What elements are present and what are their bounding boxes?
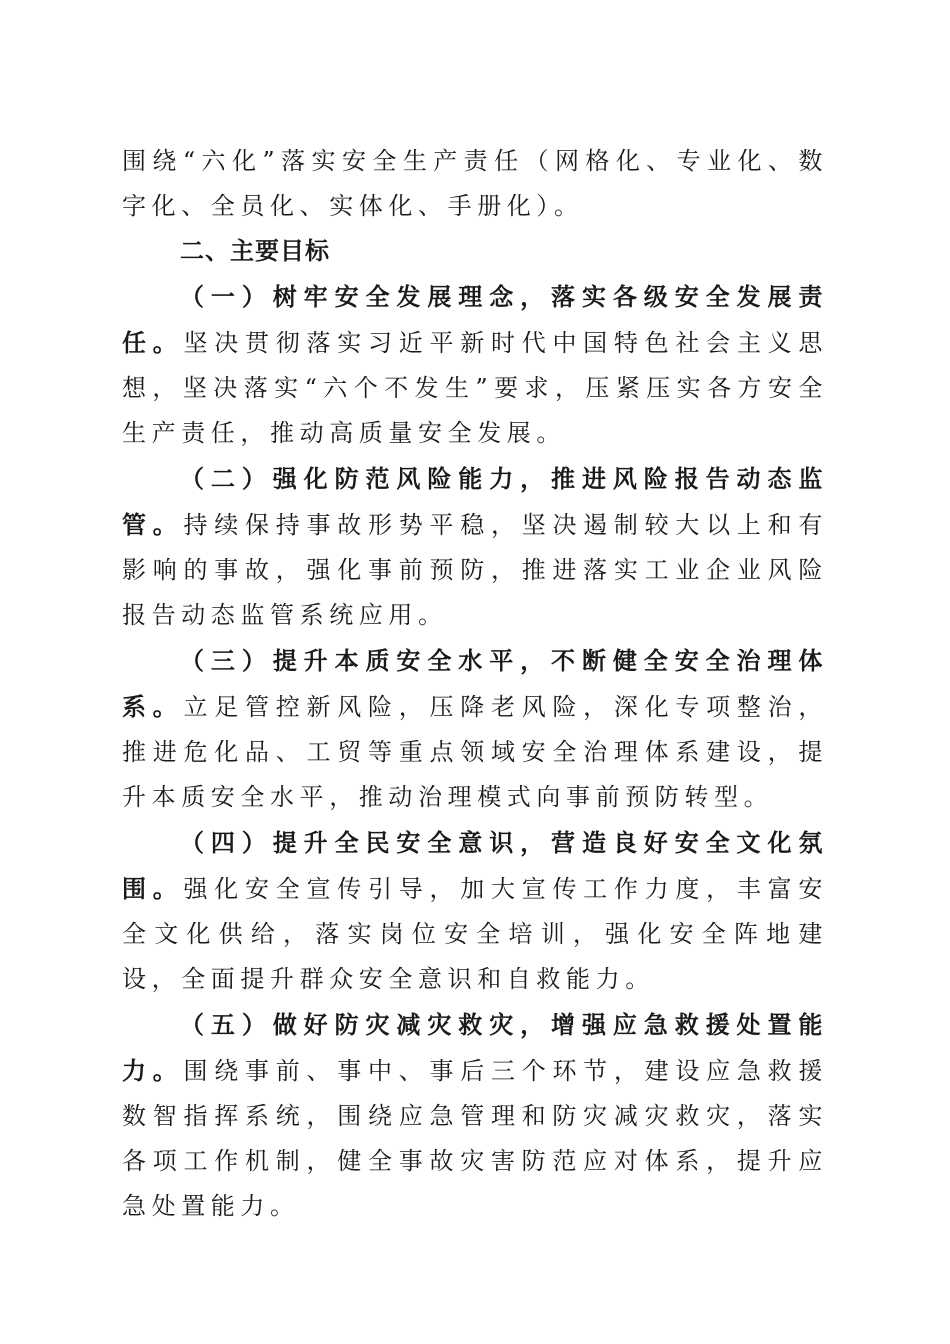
goal-paragraph-3: [122, 638, 828, 820]
goal-paragraph-4: [122, 820, 828, 1002]
goal-body: 持续保持事故形势平稳，坚决遏制较大以上和有影响的事故，强化事前预防，推进落实工业企业风险报告动态监管系统应用。: [122, 511, 828, 629]
intro-paragraph: 围绕“六化”落实安全生产责任（网格化、专业化、数字化、全员化、实体化、手册化）。: [122, 147, 828, 220]
goal-paragraph-5: [122, 1002, 828, 1229]
goal-body: 围绕事前、事中、事后三个环节，建设应急救援数智指挥系统，围绕应急管理和防灾减灾救灾，落实各项工作机制，健全事故灾害防范应对体系，提升应急处置能力。: [122, 1057, 828, 1220]
document-body: [122, 139, 828, 1229]
goal-lead: （四）提升全民安全意识，营造良好安全文化氛围。: [122, 828, 828, 903]
goal-body: 坚决贯彻落实习近平新时代中国特色社会主义思想，坚决落实“六个不发生”要求，压紧压实各方安全生产责任，推动高质量安全发展。: [122, 329, 828, 447]
goal-paragraph-2: [122, 456, 828, 638]
goal-lead: （三）提升本质安全水平，不断健全安全治理体系。: [122, 646, 828, 721]
goal-body: 立足管控新风险，压降老风险，深化专项整治，推进危化品、工贸等重点领域安全治理体系建设，提升本质安全水平，推动治理模式向事前预防转型。: [122, 693, 828, 811]
goal-lead: （二）强化防范风险能力，推进风险报告动态监管。: [122, 464, 828, 539]
section-heading: 二、主要目标: [180, 237, 330, 265]
goal-paragraph-1: [122, 274, 828, 456]
goal-lead: （一）树牢安全发展理念，落实各级安全发展责任。: [122, 282, 828, 357]
goal-body: 强化安全宣传引导，加大宣传工作力度，丰富安全文化供给，落实岗位安全培训，强化安全阵地建设，全面提升群众安全意识和自救能力。: [122, 875, 828, 993]
goal-lead: （五）做好防灾减灾救灾，增强应急救援处置能力。: [122, 1010, 828, 1085]
